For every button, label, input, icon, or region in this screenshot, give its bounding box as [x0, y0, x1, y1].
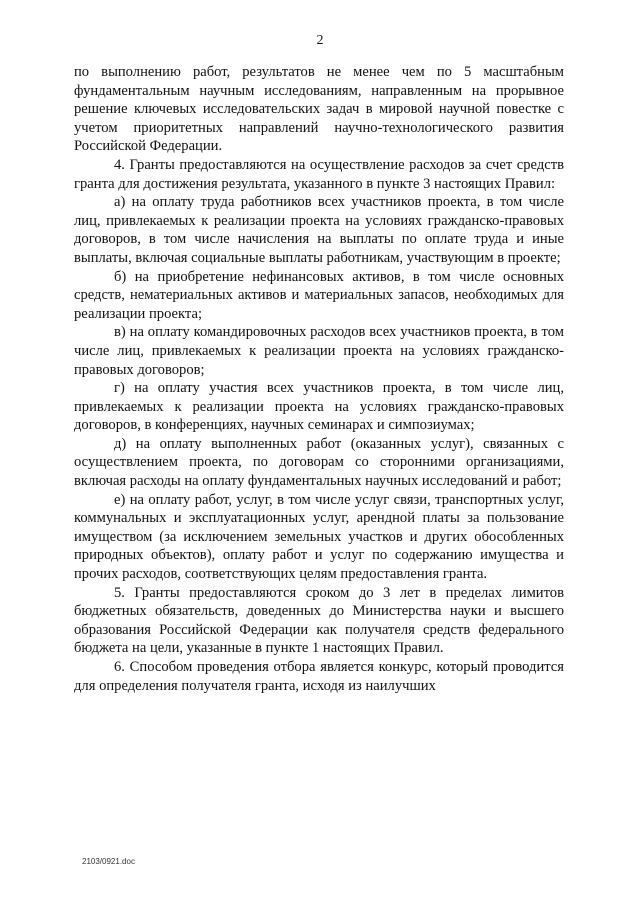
document-body — [74, 63, 564, 695]
paragraph-item-4e: е) на оплату работ, услуг, в том числе услуг связи, транспортных услуг, коммунальных и эксплуатационных услуг, арендной платы за пользование имуществом (за исключением земельных участков и других обособленных природных объектов), оплату работ и услуг по содержанию имущества и прочих расходов, соответствующих целям предоставления гранта. — [74, 491, 564, 583]
paragraph-continuation: по выполнению работ, результатов не менее чем по 5 масштабным фундаментальным научным исследованиям, направленным на прорывное решение ключевых исследовательских задач в мировой научной повестке с учетом приоритетных направлений научно-технологического развития Российской Федерации. — [74, 64, 564, 155]
page-number: 2 — [316, 33, 324, 48]
paragraph-item-4d: д) на оплату выполненных работ (оказанных услуг), связанных с осуществлением проекта, по договорам со сторонними организациями, включая расходы на оплату фундаментальных научных исследований и работ; — [74, 435, 564, 490]
paragraph-item-4b: б) на приобретение нефинансовых активов, в том числе основных средств, нематериальных активов и материальных запасов, необходимых для реализации проекта; — [74, 268, 564, 322]
paragraph-item-4g: г) на оплату участия всех участников проекта, в том числе лиц, привлекаемых к реализации проекта на условиях гражданско-правовых договоров, в конференциях, научных семинарах и симпозиумах; — [74, 380, 564, 434]
paragraph-item-4a: а) на оплату труда работников всех участников проекта, в том числе лиц, привлекаемых к реализации проекта на условиях гражданско-правовых договоров, в том числе начисления на выплаты по оплате труда и иные выплаты, включая социальные выплаты работникам, участвующим в проекте; — [74, 194, 564, 266]
document-file-code: 2103/0921.doc — [82, 857, 135, 866]
paragraph-item-4: 4. Гранты предоставляются на осуществление расходов за счет средств гранта для достижения результата, указанного в пункте 3 настоящих Правил: — [74, 156, 564, 192]
paragraph-item-5: 5. Гранты предоставляются сроком до 3 лет в пределах лимитов бюджетных обязательств, доведенных до Министерства науки и высшего образования Российской Федерации как получателя средств федерального бюджета на цели, указанные в пункте 1 настоящих Правил. — [74, 584, 564, 657]
paragraph-item-4v: в) на оплату командировочных расходов всех участников проекта, в том числе лиц, привлекаемых к реализации проекта на условиях гражданско-правовых договоров; — [74, 324, 564, 378]
paragraph-item-6: 6. Способом проведения отбора является конкурс, который проводится для определения получателя гранта, исходя из наилучших — [74, 659, 564, 694]
